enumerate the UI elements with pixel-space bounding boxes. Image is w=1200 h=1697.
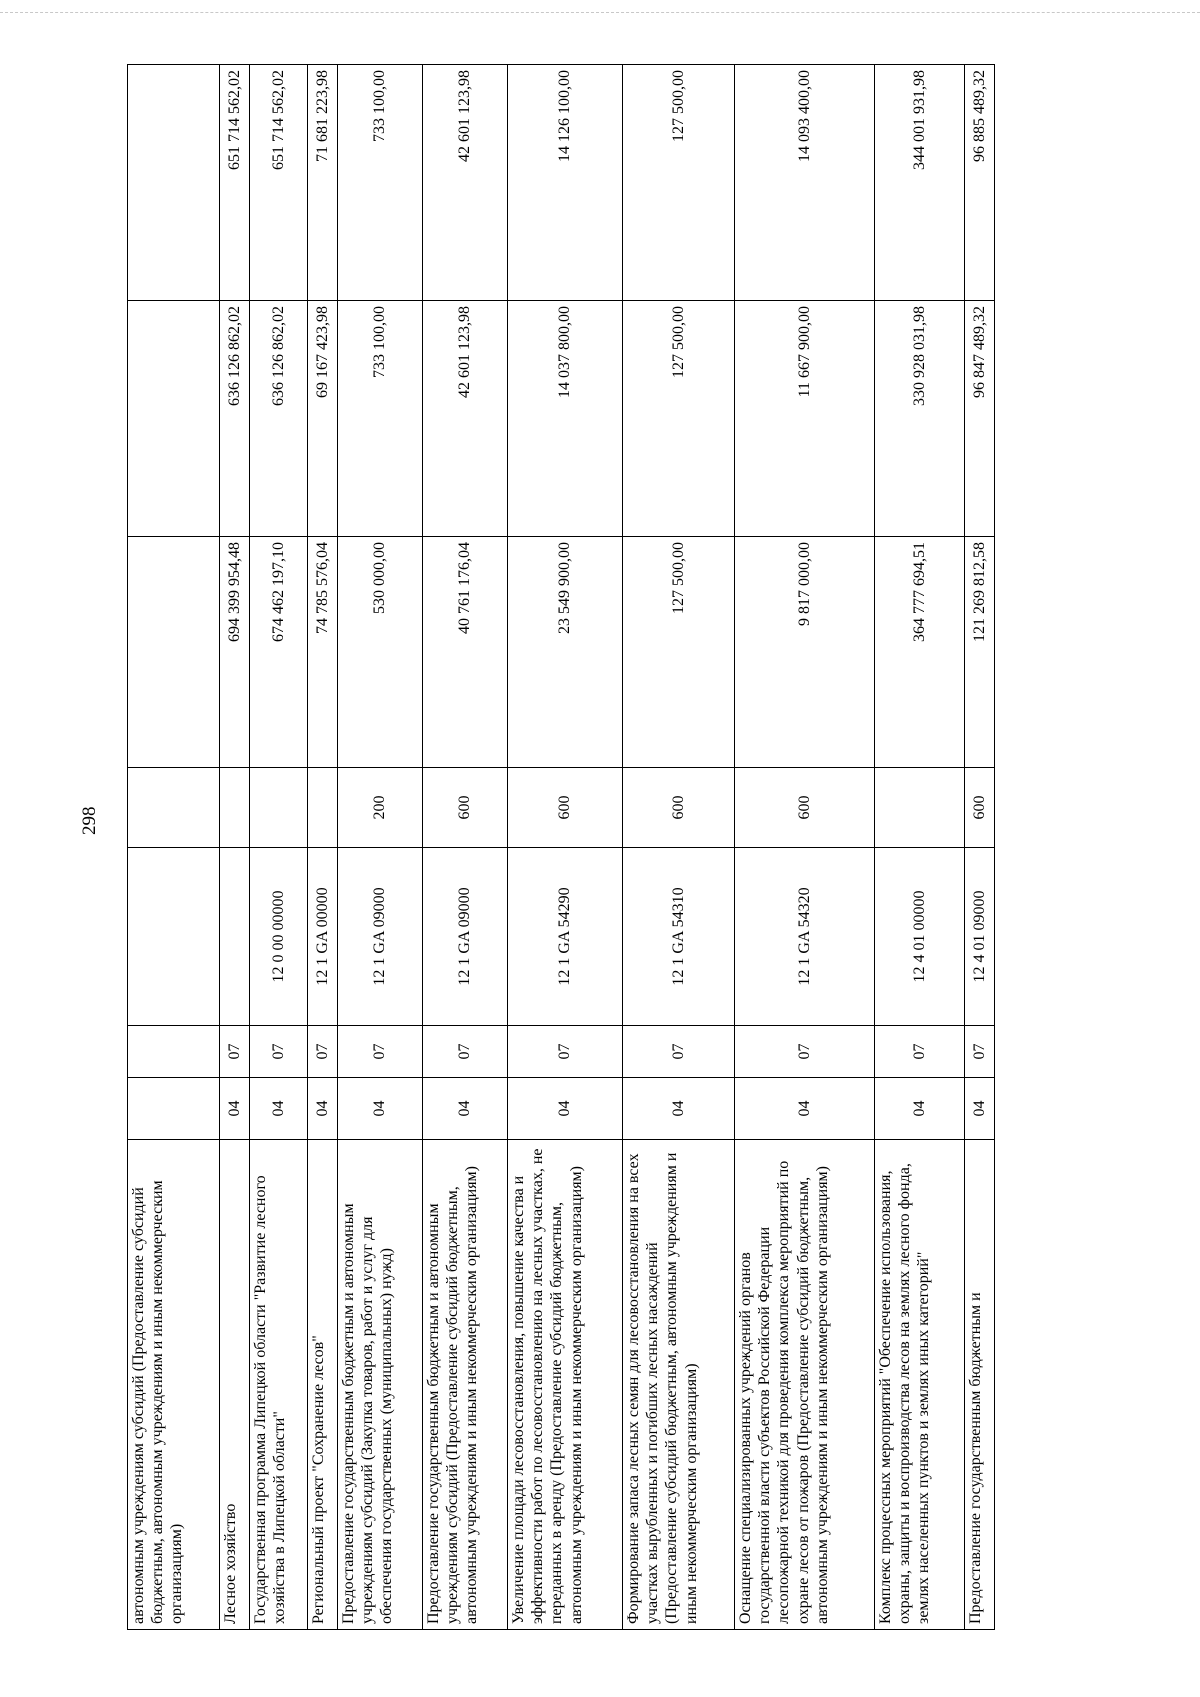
- table-row: [623, 65, 735, 1630]
- subsection-code-cell: 07: [875, 1026, 965, 1078]
- target-article-cell: [220, 848, 250, 1026]
- item-name-cell: Региональный проект "Сохранение лесов": [308, 1140, 338, 1630]
- item-name-cell: Лесное хозяйство: [220, 1140, 250, 1630]
- amount-year2-cell: 127 500,00: [623, 301, 735, 537]
- subsection-code-cell: 07: [508, 1026, 623, 1078]
- table-row: [250, 65, 308, 1630]
- amount-year2-cell: 42 601 123,98: [423, 301, 508, 537]
- amount-year1-cell: 9 817 000,00: [735, 537, 875, 768]
- target-article-cell: 12 4 01 00000: [875, 848, 965, 1026]
- amount-year3-cell: 344 001 931,98: [875, 65, 965, 301]
- section-code-cell: 04: [623, 1078, 735, 1140]
- amount-year2-cell: 11 667 900,00: [735, 301, 875, 537]
- amount-year3-cell: 733 100,00: [338, 65, 423, 301]
- table-row: [308, 65, 338, 1630]
- amount-year2-cell: 636 126 862,02: [250, 301, 308, 537]
- item-name-cell: Государственная программа Липецкой области "Развитие лесного хозяйства в Липецкой области": [250, 1140, 308, 1630]
- expense-type-cell: [128, 768, 220, 848]
- item-name-cell: Предоставление государственным бюджетным и автономным учреждениям субсидий (Предоставление субсидий бюджетным, автономным учреждениям и иным некоммерческим организациям): [423, 1140, 508, 1630]
- expense-type-cell: [875, 768, 965, 848]
- target-article-cell: [128, 848, 220, 1026]
- table-row: [338, 65, 423, 1630]
- amount-year3-cell: [128, 65, 220, 301]
- section-code-cell: 04: [965, 1078, 995, 1140]
- section-code-cell: 04: [875, 1078, 965, 1140]
- amount-year3-cell: 651 714 562,02: [250, 65, 308, 301]
- item-name-cell: Предоставление государственным бюджетным и: [965, 1140, 995, 1630]
- section-code-cell: 04: [508, 1078, 623, 1140]
- subsection-code-cell: 07: [220, 1026, 250, 1078]
- expense-type-cell: 600: [965, 768, 995, 848]
- amount-year1-cell: 127 500,00: [623, 537, 735, 768]
- subsection-code-cell: 07: [338, 1026, 423, 1078]
- amount-year1-cell: 530 000,00: [338, 537, 423, 768]
- amount-year2-cell: 69 167 423,98: [308, 301, 338, 537]
- item-name-cell: Оснащение специализированных учреждений органов государственной власти субъектов Российской Федерации лесопожарной техникой для проведения комплекса мероприятий по охране лесов от пожаров (Предоставление субсидий бюджетным, автономным учреждениям и иным некоммерческим организациям): [735, 1140, 875, 1630]
- amount-year3-cell: 42 601 123,98: [423, 65, 508, 301]
- amount-year2-cell: 733 100,00: [338, 301, 423, 537]
- table-row: [965, 65, 995, 1630]
- target-article-cell: 12 1 GA 09000: [338, 848, 423, 1026]
- item-name-cell: Формирование запаса лесных семян для лесовосстановления на всех участках вырубленных и погибших лесных насаждений (Предоставление субсидий бюджетным, автономным учреждениям и иным некоммерческим организациям): [623, 1140, 735, 1630]
- item-name-cell: Комплекс процессных мероприятий "Обеспечение использования, охраны, защиты и воспроизводства лесов на землях лесного фонда, землях населенных пунктов и землях иных категорий": [875, 1140, 965, 1630]
- target-article-cell: 12 1 GA 54310: [623, 848, 735, 1026]
- expense-type-cell: 600: [423, 768, 508, 848]
- subsection-code-cell: [128, 1026, 220, 1078]
- amount-year2-cell: 14 037 800,00: [508, 301, 623, 537]
- subsection-code-cell: 07: [965, 1026, 995, 1078]
- section-code-cell: 04: [338, 1078, 423, 1140]
- amount-year3-cell: 71 681 223,98: [308, 65, 338, 301]
- amount-year3-cell: 651 714 562,02: [220, 65, 250, 301]
- amount-year3-cell: 14 126 100,00: [508, 65, 623, 301]
- subsection-code-cell: 07: [250, 1026, 308, 1078]
- rotated-page-content: [127, 65, 1062, 1630]
- target-article-cell: 12 0 00 00000: [250, 848, 308, 1026]
- amount-year1-cell: [128, 537, 220, 768]
- amount-year2-cell: [128, 301, 220, 537]
- expense-type-cell: 600: [623, 768, 735, 848]
- target-article-cell: 12 1 GA 09000: [423, 848, 508, 1026]
- target-article-cell: 12 4 01 09000: [965, 848, 995, 1026]
- subsection-code-cell: 07: [735, 1026, 875, 1078]
- expense-type-cell: [220, 768, 250, 848]
- expense-type-cell: 600: [735, 768, 875, 848]
- expense-type-cell: [250, 768, 308, 848]
- table-row: [423, 65, 508, 1630]
- item-name-cell: Предоставление государственным бюджетным и автономным учреждениям субсидий (Закупка товаров, работ и услуг для обеспечения государственных (муниципальных) нужд): [338, 1140, 423, 1630]
- subsection-code-cell: 07: [308, 1026, 338, 1078]
- subsection-code-cell: 07: [423, 1026, 508, 1078]
- item-name-cell: Увеличение площади лесовосстановления, повышение качества и эффективности работ по лесовосстановлению на лесных участках, не переданных в аренду (Предоставление субсидий бюджетным, автономным учреждениям и иным некоммерческим организациям): [508, 1140, 623, 1630]
- table-row: [220, 65, 250, 1630]
- amount-year1-cell: 40 761 176,04: [423, 537, 508, 768]
- amount-year3-cell: 14 093 400,00: [735, 65, 875, 301]
- target-article-cell: 12 1 GA 54290: [508, 848, 623, 1026]
- section-code-cell: 04: [735, 1078, 875, 1140]
- section-code-cell: 04: [423, 1078, 508, 1140]
- page-top-border: [0, 12, 1200, 13]
- amount-year1-cell: 74 785 576,04: [308, 537, 338, 768]
- amount-year1-cell: 364 777 694,51: [875, 537, 965, 768]
- table-row: [508, 65, 623, 1630]
- expense-type-cell: 600: [508, 768, 623, 848]
- table-row: [735, 65, 875, 1630]
- amount-year1-cell: 694 399 954,48: [220, 537, 250, 768]
- budget-table: [127, 64, 995, 1630]
- amount-year2-cell: 96 847 489,32: [965, 301, 995, 537]
- target-article-cell: 12 1 GA 54320: [735, 848, 875, 1026]
- subsection-code-cell: 07: [623, 1026, 735, 1078]
- amount-year2-cell: 330 928 031,98: [875, 301, 965, 537]
- expense-type-cell: 200: [338, 768, 423, 848]
- section-code-cell: 04: [308, 1078, 338, 1140]
- amount-year2-cell: 636 126 862,02: [220, 301, 250, 537]
- amount-year1-cell: 674 462 197,10: [250, 537, 308, 768]
- amount-year1-cell: 23 549 900,00: [508, 537, 623, 768]
- amount-year3-cell: 127 500,00: [623, 65, 735, 301]
- page-number: 298: [79, 806, 100, 835]
- budget-table-body: [128, 65, 995, 1630]
- section-code-cell: 04: [250, 1078, 308, 1140]
- table-row: [875, 65, 965, 1630]
- target-article-cell: 12 1 GA 00000: [308, 848, 338, 1026]
- table-row: [128, 65, 220, 1630]
- amount-year3-cell: 96 885 489,32: [965, 65, 995, 301]
- amount-year1-cell: 121 269 812,58: [965, 537, 995, 768]
- section-code-cell: 04: [220, 1078, 250, 1140]
- section-code-cell: [128, 1078, 220, 1140]
- item-name-cell: автономным учреждениям субсидий (Предоставление субсидий бюджетным, автономным учреждениям и иным некоммерческим организациям): [128, 1140, 220, 1630]
- expense-type-cell: [308, 768, 338, 848]
